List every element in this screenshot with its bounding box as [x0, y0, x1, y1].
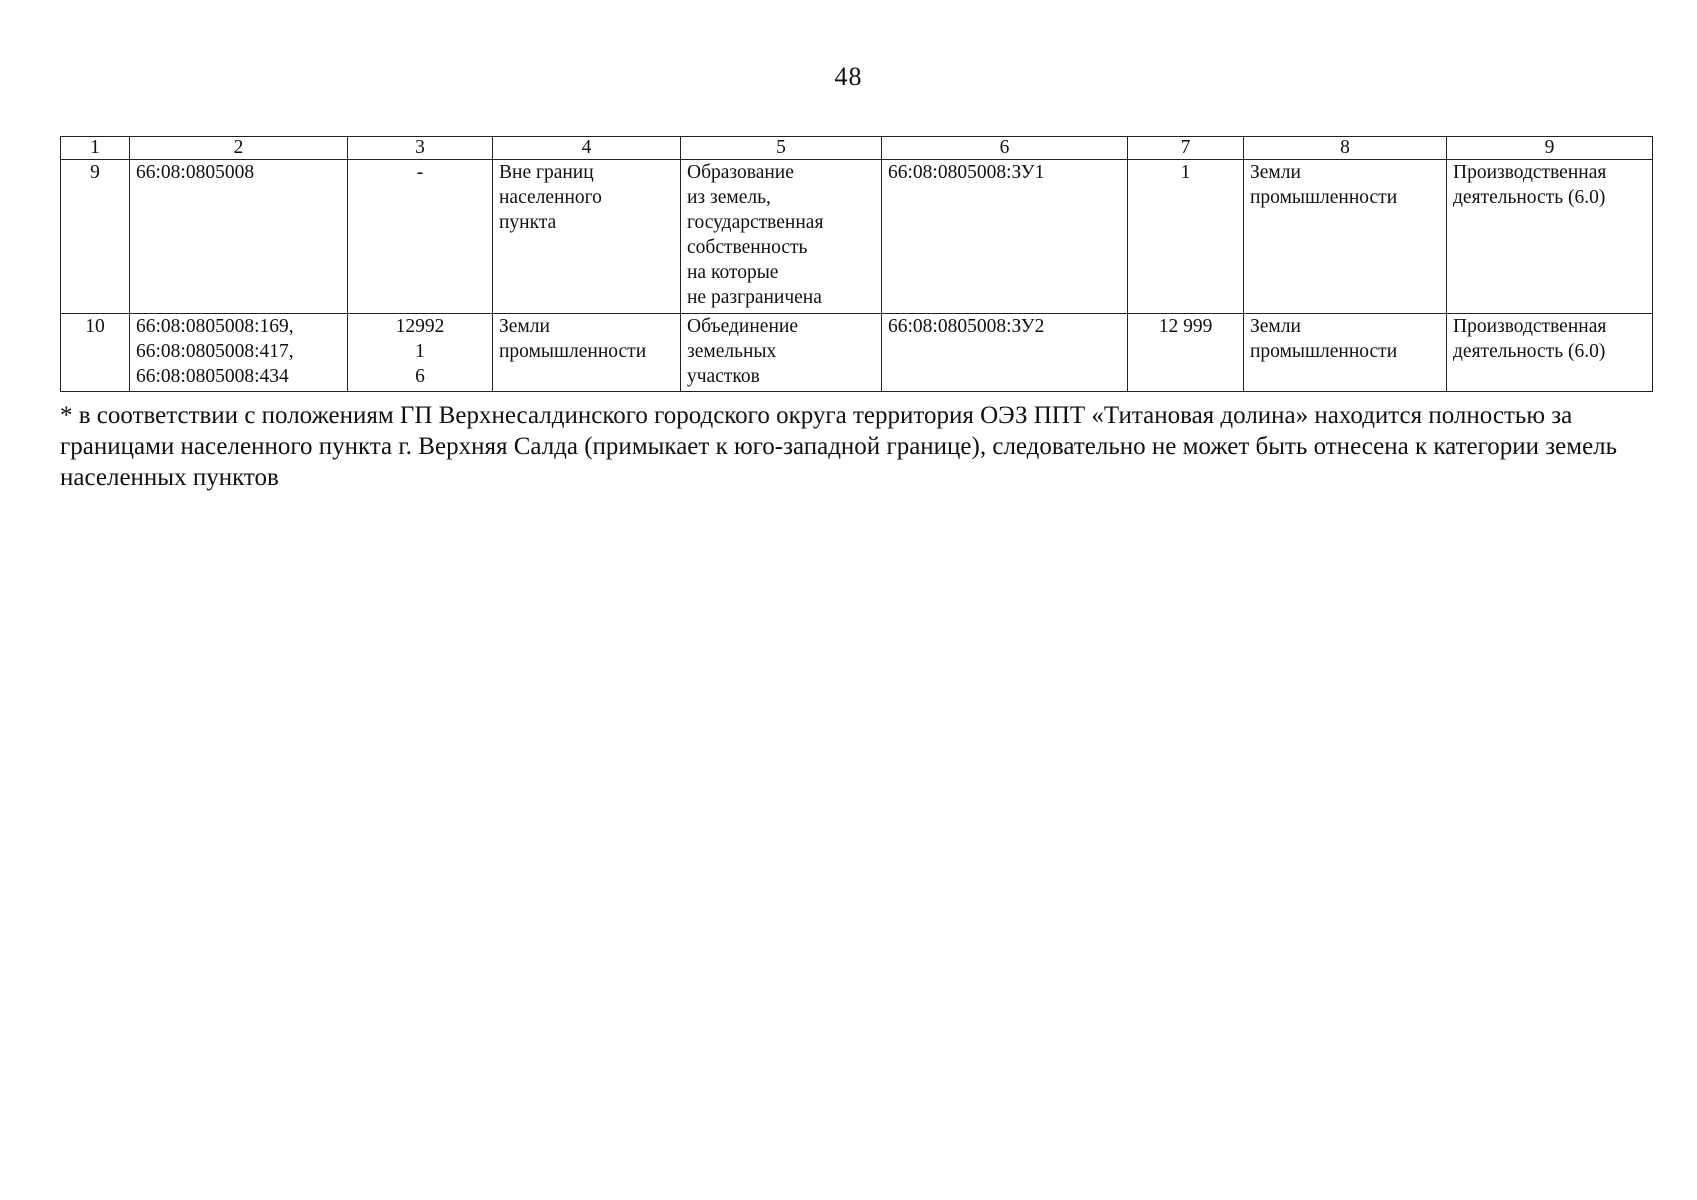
column-header: 4 — [493, 137, 681, 160]
new-land-category-cell: Земли промышленности — [1244, 160, 1447, 314]
column-header: 5 — [681, 137, 882, 160]
permitted-use-cell: Производственная деятельность (6.0) — [1447, 160, 1653, 314]
plot-designation-cell: 66:08:0805008:ЗУ2 — [882, 314, 1128, 392]
formation-method-cell: Образование из земель, государственная собственность на которые не разграничена — [681, 160, 882, 314]
formation-method-cell: Объединение земельных участков — [681, 314, 882, 392]
column-header: 2 — [130, 137, 348, 160]
permitted-use-cell: Производственная деятельность (6.0) — [1447, 314, 1653, 392]
table-row — [61, 160, 1653, 314]
column-header: 1 — [61, 137, 130, 160]
land-category-cell: Вне границ населенного пункта — [493, 160, 681, 314]
plot-area-cell: 1 — [1128, 160, 1244, 314]
page-number: 48 — [834, 62, 863, 91]
area-cell: 12992 1 6 — [348, 314, 493, 392]
cadastral-quarter-cell: 66:08:0805008 — [130, 160, 348, 314]
new-land-category-cell: Земли промышленности — [1244, 314, 1447, 392]
column-header: 7 — [1128, 137, 1244, 160]
footnote: * в соответствии с положениям ГП Верхнесалдинского городского округа территория ОЭЗ ППТ «Титановая долина» находится полностью за границами населенного пункта г. Верхняя Салда (примыкает к юго-западной границе), следовательно не может быть отнесена к категории земель населенных пунктов — [60, 402, 1618, 491]
table-header-row — [61, 137, 1653, 160]
table-row — [61, 314, 1653, 392]
column-header: 3 — [348, 137, 493, 160]
land-plots-table — [60, 136, 1653, 392]
plot-area-cell: 12 999 — [1128, 314, 1244, 392]
column-header: 9 — [1447, 137, 1653, 160]
area-cell: - — [348, 160, 493, 314]
row-number-cell: 9 — [61, 160, 130, 314]
land-category-cell: Земли промышленности — [493, 314, 681, 392]
cadastral-quarter-cell: 66:08:0805008:169, 66:08:0805008:417, 66:08:0805008:434 — [130, 314, 348, 392]
plot-designation-cell: 66:08:0805008:ЗУ1 — [882, 160, 1128, 314]
column-header: 6 — [882, 137, 1128, 160]
column-header: 8 — [1244, 137, 1447, 160]
row-number-cell: 10 — [61, 314, 130, 392]
